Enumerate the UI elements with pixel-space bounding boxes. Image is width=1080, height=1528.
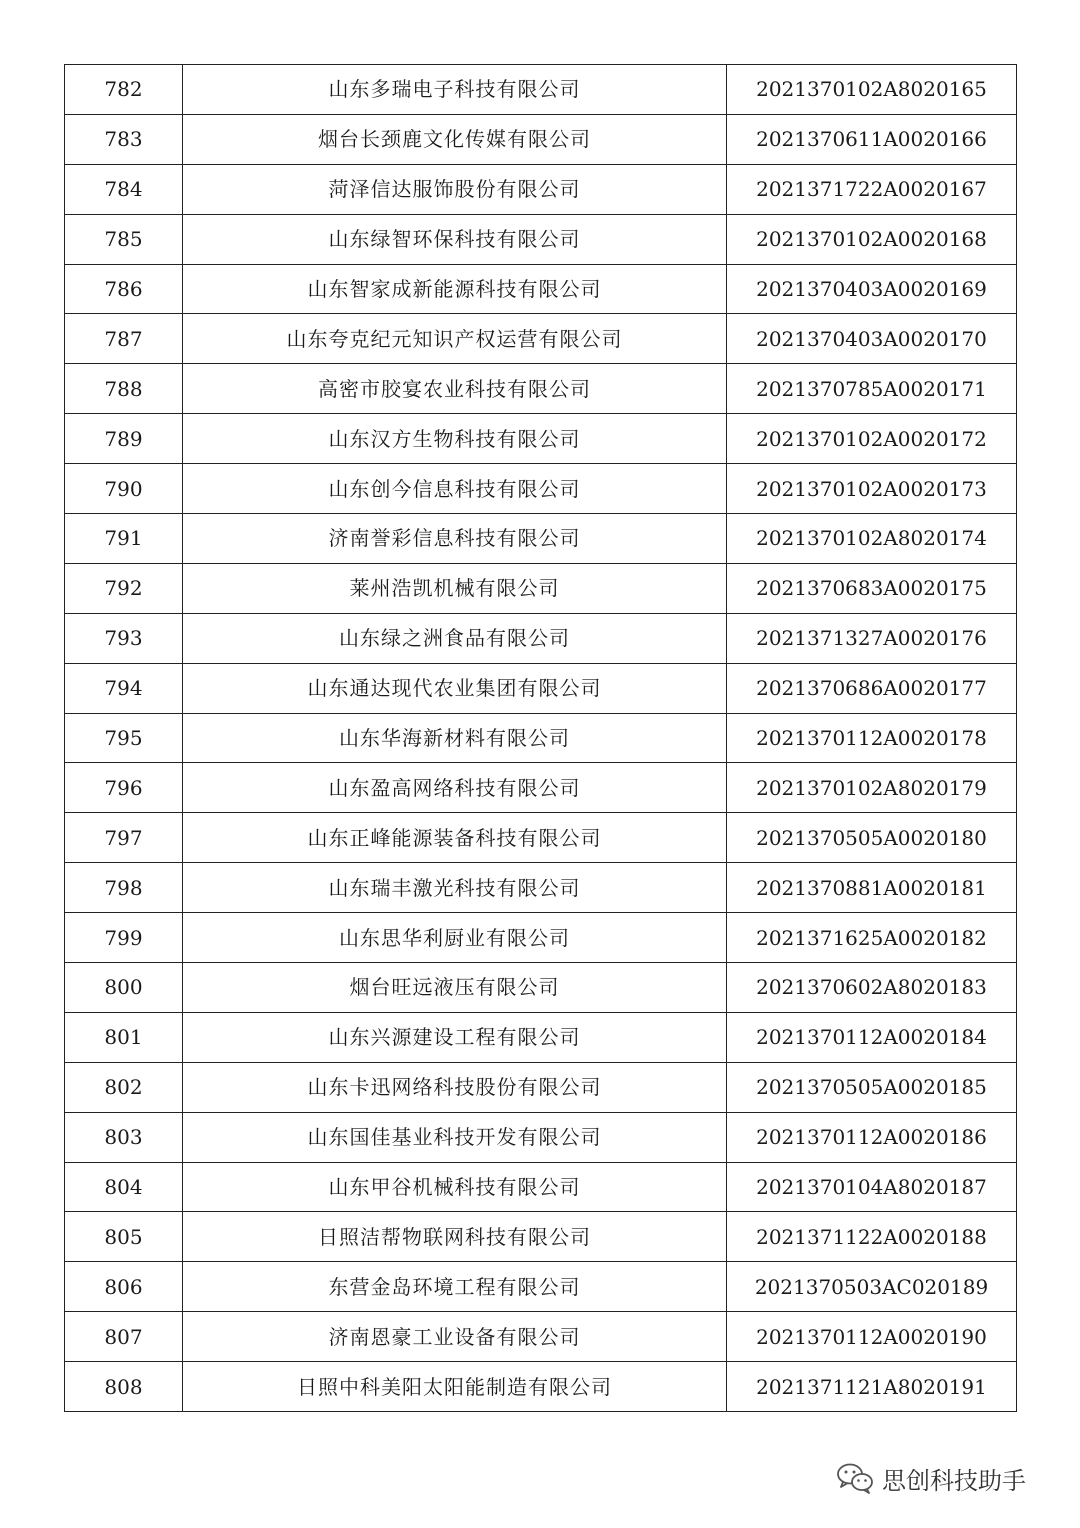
row-number-cell: 802 <box>65 1062 183 1112</box>
registration-code-cell: 2021371722A0020167 <box>727 164 1017 214</box>
table-row <box>65 663 1017 713</box>
row-number-cell: 786 <box>65 264 183 314</box>
row-number-cell: 793 <box>65 613 183 663</box>
table-row <box>65 1162 1017 1212</box>
company-name-cell: 日照洁帮物联网科技有限公司 <box>183 1212 727 1262</box>
table-row <box>65 364 1017 414</box>
company-name-cell: 山东夸克纪元知识产权运营有限公司 <box>183 314 727 364</box>
registration-code-cell: 2021371625A0020182 <box>727 913 1017 963</box>
company-name-cell: 山东汉方生物科技有限公司 <box>183 414 727 464</box>
registration-code-cell: 2021370503AC020189 <box>727 1262 1017 1312</box>
table-row <box>65 264 1017 314</box>
registration-code-cell: 2021371122A0020188 <box>727 1212 1017 1262</box>
registration-code-cell: 2021370602A8020183 <box>727 963 1017 1013</box>
company-name-cell: 山东盈高网络科技有限公司 <box>183 763 727 813</box>
registration-code-cell: 2021370683A0020175 <box>727 563 1017 613</box>
table-row <box>65 563 1017 613</box>
table-row <box>65 963 1017 1013</box>
table-row <box>65 514 1017 564</box>
company-name-cell: 山东思华利厨业有限公司 <box>183 913 727 963</box>
row-number-cell: 803 <box>65 1112 183 1162</box>
row-number-cell: 805 <box>65 1212 183 1262</box>
company-name-cell: 高密市胶宴农业科技有限公司 <box>183 364 727 414</box>
table-row <box>65 1212 1017 1262</box>
company-name-cell: 山东绿智环保科技有限公司 <box>183 214 727 264</box>
table-row <box>65 164 1017 214</box>
company-name-cell: 济南恩豪工业设备有限公司 <box>183 1312 727 1362</box>
registration-code-cell: 2021370102A0020172 <box>727 414 1017 464</box>
watermark-text: 思创科技助手 <box>882 1466 1026 1495</box>
registration-code-cell: 2021370403A0020169 <box>727 264 1017 314</box>
table-row <box>65 214 1017 264</box>
row-number-cell: 794 <box>65 663 183 713</box>
registration-code-cell: 2021370112A0020184 <box>727 1012 1017 1062</box>
registration-code-cell: 2021370403A0020170 <box>727 314 1017 364</box>
table-row <box>65 414 1017 464</box>
row-number-cell: 795 <box>65 713 183 763</box>
table-body <box>65 65 1017 1412</box>
table-row <box>65 1012 1017 1062</box>
registration-code-cell: 2021370102A8020179 <box>727 763 1017 813</box>
row-number-cell: 788 <box>65 364 183 414</box>
table-row <box>65 65 1017 115</box>
company-name-cell: 山东创今信息科技有限公司 <box>183 464 727 514</box>
table-row <box>65 813 1017 863</box>
registration-code-cell: 2021370102A0020168 <box>727 214 1017 264</box>
registration-code-cell: 2021371327A0020176 <box>727 613 1017 663</box>
table-row <box>65 913 1017 963</box>
row-number-cell: 787 <box>65 314 183 364</box>
registration-code-cell: 2021370505A0020180 <box>727 813 1017 863</box>
company-name-cell: 山东甲谷机械科技有限公司 <box>183 1162 727 1212</box>
row-number-cell: 806 <box>65 1262 183 1312</box>
table-row <box>65 314 1017 364</box>
company-name-cell: 山东绿之洲食品有限公司 <box>183 613 727 663</box>
row-number-cell: 801 <box>65 1012 183 1062</box>
table-row <box>65 114 1017 164</box>
row-number-cell: 791 <box>65 514 183 564</box>
company-name-cell: 山东兴源建设工程有限公司 <box>183 1012 727 1062</box>
wechat-icon <box>836 1462 874 1494</box>
company-name-cell: 山东瑞丰激光科技有限公司 <box>183 863 727 913</box>
row-number-cell: 785 <box>65 214 183 264</box>
registration-code-cell: 2021371121A8020191 <box>727 1362 1017 1412</box>
registration-code-cell: 2021370102A0020173 <box>727 464 1017 514</box>
row-number-cell: 807 <box>65 1312 183 1362</box>
table-row <box>65 1262 1017 1312</box>
registration-code-cell: 2021370686A0020177 <box>727 663 1017 713</box>
row-number-cell: 798 <box>65 863 183 913</box>
company-name-cell: 日照中科美阳太阳能制造有限公司 <box>183 1362 727 1412</box>
registration-code-cell: 2021370104A8020187 <box>727 1162 1017 1212</box>
company-name-cell: 烟台旺远液压有限公司 <box>183 963 727 1013</box>
registration-code-cell: 2021370102A8020174 <box>727 514 1017 564</box>
row-number-cell: 789 <box>65 414 183 464</box>
row-number-cell: 796 <box>65 763 183 813</box>
table-row <box>65 863 1017 913</box>
row-number-cell: 799 <box>65 913 183 963</box>
company-name-cell: 山东多瑞电子科技有限公司 <box>183 65 727 115</box>
registration-code-cell: 2021370112A0020178 <box>727 713 1017 763</box>
table-row <box>65 613 1017 663</box>
row-number-cell: 782 <box>65 65 183 115</box>
company-name-cell: 菏泽信达服饰股份有限公司 <box>183 164 727 214</box>
company-name-cell: 莱州浩凯机械有限公司 <box>183 563 727 613</box>
table-row <box>65 763 1017 813</box>
table-row <box>65 464 1017 514</box>
row-number-cell: 783 <box>65 114 183 164</box>
registration-code-cell: 2021370881A0020181 <box>727 863 1017 913</box>
table-row <box>65 1362 1017 1412</box>
table-row <box>65 713 1017 763</box>
registration-code-cell: 2021370112A0020190 <box>727 1312 1017 1362</box>
company-name-cell: 山东卡迅网络科技股份有限公司 <box>183 1062 727 1112</box>
row-number-cell: 792 <box>65 563 183 613</box>
row-number-cell: 808 <box>65 1362 183 1412</box>
company-name-cell: 山东国佳基业科技开发有限公司 <box>183 1112 727 1162</box>
table-row <box>65 1062 1017 1112</box>
registration-code-cell: 2021370102A8020165 <box>727 65 1017 115</box>
company-name-cell: 山东华海新材料有限公司 <box>183 713 727 763</box>
company-name-cell: 山东智家成新能源科技有限公司 <box>183 264 727 314</box>
row-number-cell: 784 <box>65 164 183 214</box>
company-name-cell: 山东通达现代农业集团有限公司 <box>183 663 727 713</box>
company-name-cell: 东营金岛环境工程有限公司 <box>183 1262 727 1312</box>
company-name-cell: 烟台长颈鹿文化传媒有限公司 <box>183 114 727 164</box>
company-name-cell: 山东正峰能源装备科技有限公司 <box>183 813 727 863</box>
table-row <box>65 1312 1017 1362</box>
table-row <box>65 1112 1017 1162</box>
registration-code-cell: 2021370611A0020166 <box>727 114 1017 164</box>
row-number-cell: 804 <box>65 1162 183 1212</box>
registration-code-cell: 2021370785A0020171 <box>727 364 1017 414</box>
company-list-table <box>64 64 1017 1412</box>
company-list-table-container <box>64 64 1015 1412</box>
row-number-cell: 790 <box>65 464 183 514</box>
registration-code-cell: 2021370505A0020185 <box>727 1062 1017 1112</box>
registration-code-cell: 2021370112A0020186 <box>727 1112 1017 1162</box>
watermark <box>836 1458 1026 1498</box>
row-number-cell: 797 <box>65 813 183 863</box>
company-name-cell: 济南誉彩信息科技有限公司 <box>183 514 727 564</box>
row-number-cell: 800 <box>65 963 183 1013</box>
